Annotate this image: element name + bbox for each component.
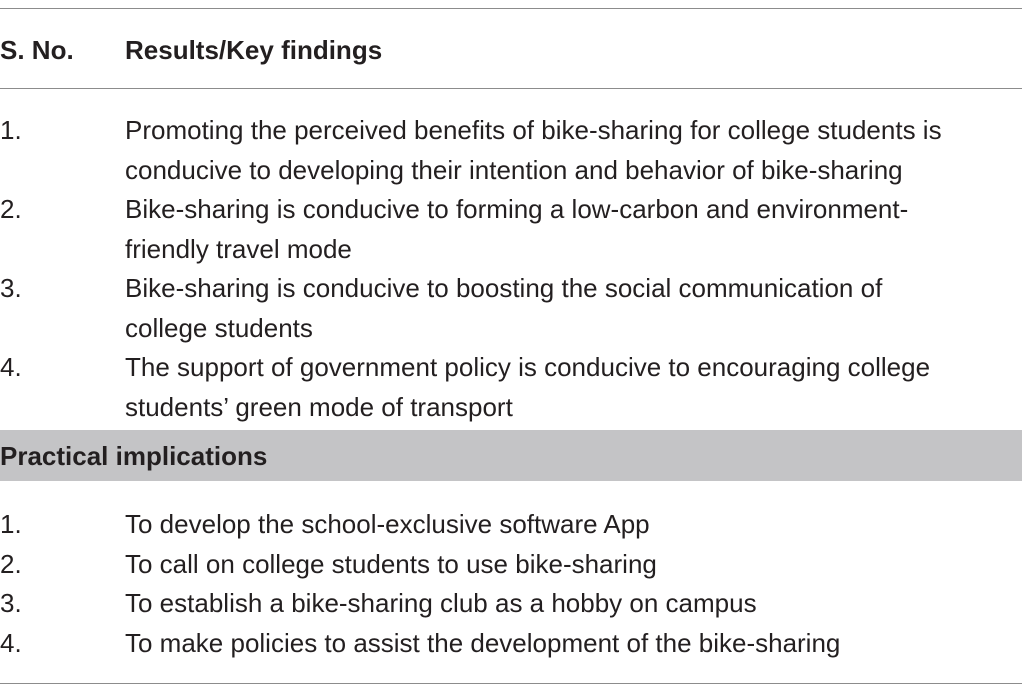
row-text (125, 584, 1022, 624)
section-header-practical-implications (0, 430, 1022, 481)
row-text (125, 624, 1022, 664)
row-text-line: To establish a bike-sharing club as a hobby on campus (125, 588, 757, 618)
row-text-line: friendly travel mode (125, 233, 352, 264)
row-text (125, 505, 1022, 545)
row-text (125, 269, 1022, 348)
implication-row-3 (0, 584, 1022, 624)
row-text-line: Bike-sharing is conducive to boosting the social communication of (125, 273, 883, 303)
column-header-serial-number: S. No. (0, 35, 74, 65)
row-text-line: The support of government policy is conducive to encouraging college (125, 352, 931, 382)
finding-row-1 (0, 111, 1022, 190)
header-bottom-rule (0, 88, 1022, 89)
row-text-line: college students (125, 312, 313, 343)
implication-row-2 (0, 545, 1022, 585)
row-number: 3. (0, 273, 22, 303)
row-number: 4. (0, 352, 22, 382)
row-text (125, 545, 1022, 585)
table-top-rule (0, 8, 1022, 9)
implication-row-4 (0, 624, 1022, 664)
table-bottom-rule (0, 683, 1022, 684)
row-number: 4. (0, 627, 22, 658)
row-number: 2. (0, 548, 22, 579)
column-header-key-findings: Results/Key findings (125, 35, 383, 65)
finding-row-2 (0, 190, 1022, 269)
row-text (125, 348, 1022, 427)
row-number: 3. (0, 588, 22, 618)
row-text-line: Bike-sharing is conducive to forming a low-carbon and environment- (125, 194, 909, 224)
implications-list (0, 505, 1022, 663)
row-number: 1. (0, 509, 22, 539)
row-text-line: Promoting the perceived benefits of bike-sharing for college students is (125, 115, 942, 145)
row-text-line: To call on college students to use bike-sharing (125, 548, 657, 579)
row-text-line: To develop the school-exclusive software App (125, 509, 650, 539)
implication-row-1 (0, 505, 1022, 545)
row-number: 1. (0, 115, 22, 145)
row-text-line: conducive to developing their intention and behavior of bike-sharing (125, 154, 903, 185)
findings-list (0, 111, 1022, 427)
row-text-line: To make policies to assist the development of the bike-sharing (125, 627, 841, 658)
finding-row-4 (0, 348, 1022, 427)
finding-row-3 (0, 269, 1022, 348)
row-number: 2. (0, 194, 22, 224)
row-text (125, 190, 1022, 269)
row-text (125, 111, 1022, 190)
row-text-line: students’ green mode of transport (125, 391, 513, 422)
section-title: Practical implications (0, 441, 268, 471)
